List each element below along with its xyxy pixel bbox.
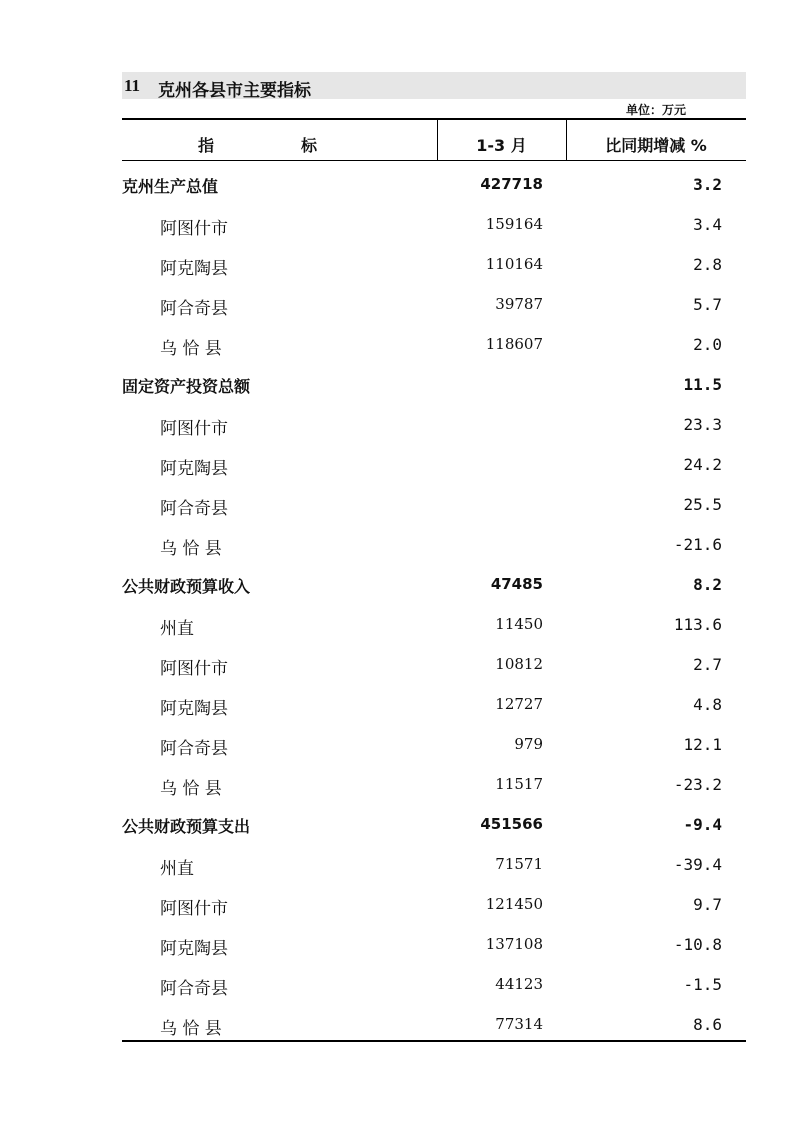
change-percent: 8.6: [693, 1015, 722, 1034]
table-row: [122, 966, 746, 1006]
period-value: 121450: [485, 895, 543, 913]
indicator-name: 阿合奇县: [160, 979, 228, 999]
table-group-row: [122, 806, 746, 846]
indicator-name: 乌 恰 县: [160, 539, 222, 559]
change-percent: 24.2: [683, 455, 722, 474]
period-value: 427718: [480, 175, 543, 193]
period-value: 118607: [485, 335, 543, 353]
period-value: 137108: [485, 935, 543, 953]
change-percent: 8.2: [693, 575, 722, 594]
table-row: [122, 886, 746, 926]
indicator-name: 阿合奇县: [160, 299, 228, 319]
change-percent: -10.8: [673, 935, 722, 954]
indicator-name: 乌 恰 县: [160, 339, 222, 359]
change-percent: 4.8: [693, 695, 722, 714]
table-group-row: [122, 166, 746, 206]
indicator-name: 乌 恰 县: [160, 1019, 222, 1039]
change-percent: 2.8: [693, 255, 722, 274]
indicator-name: 固定资产投资总额: [122, 377, 251, 396]
indicator-name: 阿克陶县: [160, 939, 228, 959]
period-value: 11517: [495, 775, 543, 793]
table-row: [122, 606, 746, 646]
page-title: 克州各县市主要指标: [158, 81, 311, 101]
table-row: [122, 486, 746, 526]
table-number: 11: [124, 76, 141, 95]
header-indicator-part2: 标: [301, 136, 318, 155]
unit-label: 单位：万元: [625, 103, 686, 117]
indicator-name: 公共财政预算收入: [122, 577, 251, 596]
table-row: [122, 206, 746, 246]
table-row: [122, 446, 746, 486]
period-value: 44123: [495, 975, 543, 993]
period-value: 77314: [495, 1015, 543, 1033]
table-row: [122, 926, 746, 966]
table-row: [122, 646, 746, 686]
indicator-name: 阿合奇县: [160, 499, 228, 519]
change-percent: 5.7: [693, 295, 722, 314]
header-bottom-rule: [122, 160, 746, 161]
indicator-name: 阿图什市: [160, 219, 228, 239]
period-value: 979: [514, 735, 543, 753]
change-percent: 113.6: [673, 615, 722, 634]
change-percent: -21.6: [673, 535, 722, 554]
indicator-name: 阿克陶县: [160, 699, 228, 719]
table-row: [122, 686, 746, 726]
table-group-row: [122, 366, 746, 406]
change-percent: -23.2: [673, 775, 722, 794]
table-row: [122, 526, 746, 566]
table-row: [122, 726, 746, 766]
header-change: 比同期增减 %: [605, 136, 707, 155]
table-group-row: [122, 566, 746, 606]
period-value: 12727: [495, 695, 543, 713]
change-percent: 9.7: [693, 895, 722, 914]
indicator-name: 乌 恰 县: [160, 779, 222, 799]
indicator-name: 阿图什市: [160, 419, 228, 439]
indicator-name: 阿克陶县: [160, 259, 228, 279]
period-value: 110164: [485, 255, 543, 273]
indicator-name: 州直: [160, 619, 194, 639]
period-value: 11450: [495, 615, 543, 633]
change-percent: 2.7: [693, 655, 722, 674]
table-row: [122, 846, 746, 886]
table-row: [122, 286, 746, 326]
change-percent: -39.4: [673, 855, 722, 874]
indicator-name: 公共财政预算支出: [122, 817, 251, 836]
period-value: 47485: [490, 575, 543, 593]
table-row: [122, 766, 746, 806]
period-value: 451566: [480, 815, 543, 833]
change-percent: 3.2: [693, 175, 722, 194]
indicator-name: 阿图什市: [160, 659, 228, 679]
table-row: [122, 406, 746, 446]
change-percent: 11.5: [683, 375, 722, 394]
change-percent: 3.4: [693, 215, 722, 234]
change-percent: 25.5: [683, 495, 722, 514]
indicator-name: 阿克陶县: [160, 459, 228, 479]
period-value: 39787: [495, 295, 543, 313]
header-period: 1-3 月: [476, 136, 527, 155]
table-bottom-rule: [122, 1040, 746, 1042]
change-percent: -1.5: [683, 975, 722, 994]
change-percent: 2.0: [693, 335, 722, 354]
change-percent: 12.1: [683, 735, 722, 754]
period-value: 159164: [485, 215, 543, 233]
indicator-name: 阿合奇县: [160, 739, 228, 759]
table-row: [122, 326, 746, 366]
indicator-name: 阿图什市: [160, 899, 228, 919]
indicator-name: 克州生产总值: [122, 177, 219, 196]
change-percent: 23.3: [683, 415, 722, 434]
table-top-rule: [122, 118, 746, 120]
table-row: [122, 246, 746, 286]
change-percent: -9.4: [683, 815, 722, 834]
period-value: 71571: [495, 855, 543, 873]
period-value: 10812: [495, 655, 543, 673]
indicator-name: 州直: [160, 859, 194, 879]
header-indicator-part1: 指: [198, 136, 215, 155]
